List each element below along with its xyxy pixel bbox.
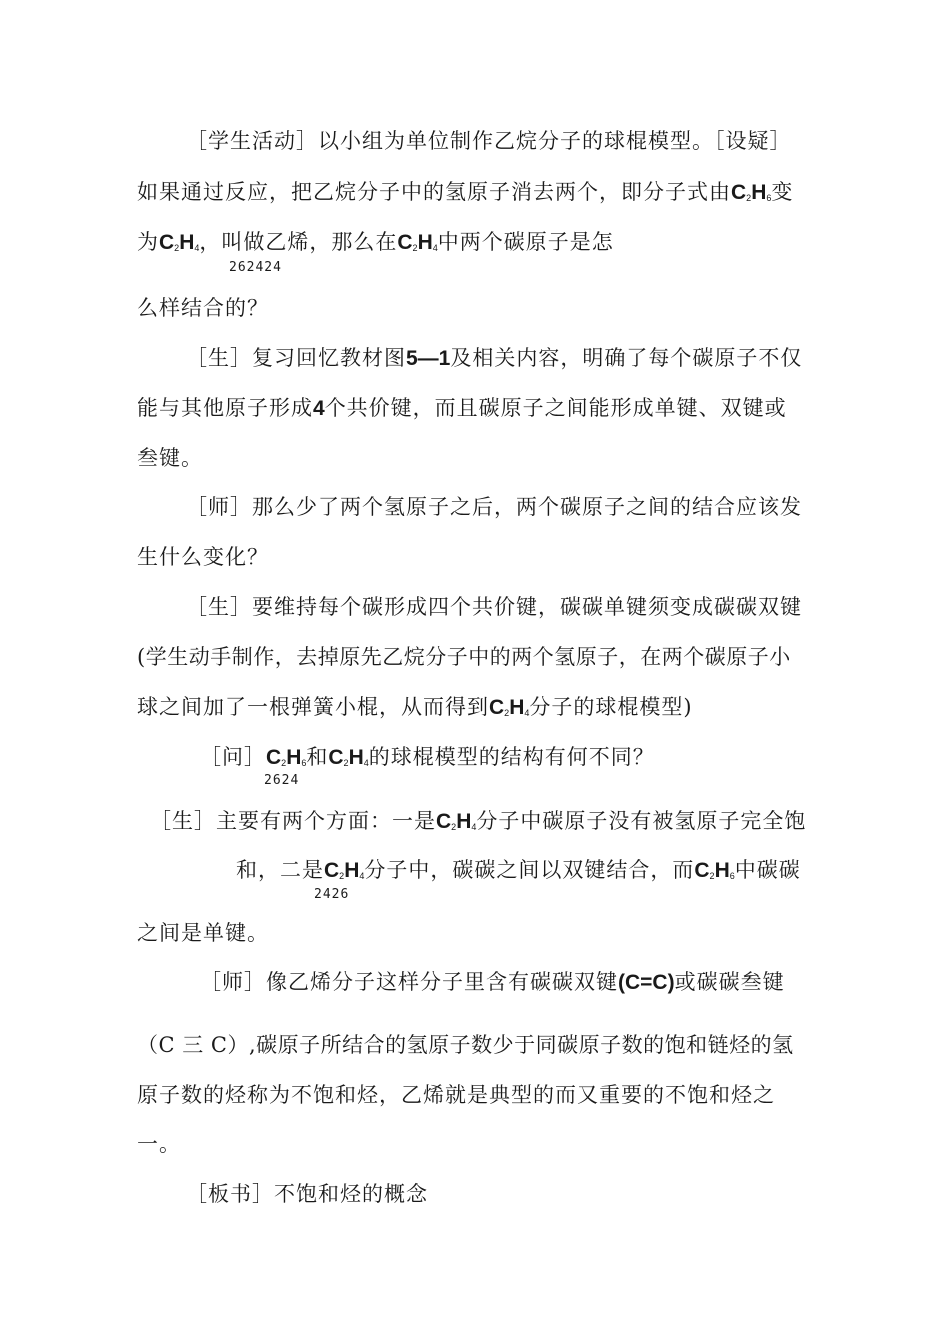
- formula-c2h4: $C_2H_4$: [489, 696, 530, 719]
- text-run: 生什么变化？: [137, 545, 269, 569]
- text-run: ［生］主要有两个方面：一是: [150, 809, 436, 833]
- paragraph-line: [137, 179, 793, 211]
- text-run: 和: [306, 745, 329, 769]
- paragraph-line: [137, 920, 269, 946]
- formula-c2h6: $C_2H_6$: [266, 746, 307, 769]
- text-run: 的球棍模型的结构有何不同？: [368, 745, 655, 769]
- text-run: 能与其他原子形成: [137, 396, 313, 420]
- text-run: ［问］: [200, 745, 266, 769]
- paragraph-line: [236, 857, 801, 889]
- text-run: ［师］像乙烯分子这样分子里含有碳碳双键: [200, 970, 618, 994]
- text-run: 么样结合的？: [137, 296, 269, 320]
- formula-c2h4: $C_2H_4$: [324, 859, 365, 882]
- paragraph-line: [200, 969, 785, 996]
- formula-c2h6: $C_2H_6$: [731, 181, 772, 204]
- text-run: 中两个碳原子是怎: [437, 230, 614, 254]
- text-run: 为: [137, 230, 159, 254]
- text-run: ［板书］不饱和烃的概念: [186, 1182, 428, 1206]
- formula-c2h4: $C_2H_4$: [436, 810, 477, 833]
- text-run: ，叫做乙烯，那么在: [199, 230, 398, 254]
- paragraph-line: [137, 395, 787, 422]
- text-run: 个共价键，而且碳原子之间能形成单键、双键或: [324, 396, 787, 420]
- text-run: 叁键。: [137, 446, 203, 470]
- paragraph-line: [186, 1181, 428, 1207]
- text-run: 及相关内容，明确了每个碳原子不仅: [450, 346, 803, 370]
- paragraph-line: [186, 345, 802, 372]
- text-run: 原子数的烃称为不饱和烃，乙烯就是典型的而又重要的不饱和烃之: [137, 1083, 775, 1107]
- paragraph-line: [137, 1032, 794, 1058]
- subscript-residue: 2624: [264, 773, 300, 788]
- paragraph-line: [137, 445, 203, 471]
- paragraph-line: [137, 1131, 181, 1157]
- paragraph-line: [150, 808, 806, 840]
- text-run: 球之间加了一根弹簧小棍，从而得到: [137, 695, 489, 719]
- text-run: 变: [771, 180, 794, 204]
- text-run: 之间是单键。: [137, 921, 269, 945]
- formula-c2h4: $C_2H_4$: [159, 231, 200, 254]
- text-run: 中碳碳: [734, 858, 801, 882]
- text-run: ,碳原子所结合的氢原子数少于同碳原子数的饱和链烃的氢: [249, 1033, 794, 1057]
- text-run: （C 三 C）: [137, 1033, 249, 1057]
- text-run: ［生］要维持每个碳形成四个共价键，碳碳单键须变成碳碳双键: [186, 595, 802, 619]
- paragraph-line: [186, 494, 802, 520]
- text-run: 和，二是: [236, 858, 324, 882]
- paragraph-line: [137, 1082, 775, 1108]
- text-run: (学生动手制作，去掉原先乙烷分子中的两个氢原子，在两个碳原子小: [137, 645, 791, 669]
- formula-c2h4: $C_2H_4$: [397, 231, 438, 254]
- text-run: 分子中，碳碳之间以双键结合，而: [364, 858, 695, 882]
- subscript-residue: 2426: [314, 887, 350, 902]
- paragraph-line: [137, 229, 614, 261]
- text-run: 或碳碳叁键: [674, 970, 785, 994]
- text-run: 分子的球棍模型): [529, 695, 693, 719]
- paragraph-line: [186, 594, 802, 620]
- text-run: (C=C): [618, 971, 675, 994]
- formula-c2h4: $C_2H_4$: [328, 746, 369, 769]
- formula-c2h6: $C_2H_6$: [694, 859, 735, 882]
- text-run: 4: [313, 397, 325, 420]
- subscript-residue: 262424: [229, 260, 282, 275]
- text-run: 如果通过反应，把乙烷分子中的氢原子消去两个，即分子式由: [137, 180, 731, 204]
- text-run: ［学生活动］以小组为单位制作乙烷分子的球棍模型。［设疑］: [186, 129, 792, 153]
- paragraph-line: [200, 744, 655, 776]
- text-run: ［生］复习回忆教材图: [186, 346, 406, 370]
- text-run: ［师］那么少了两个氢原子之后，两个碳原子之间的结合应该发: [186, 495, 802, 519]
- text-run: 一。: [137, 1132, 181, 1156]
- paragraph-line: [137, 644, 791, 670]
- text-run: 分子中碳原子没有被氢原子完全饱: [476, 809, 807, 833]
- paragraph-line: [137, 544, 269, 570]
- paragraph-line: [137, 694, 693, 726]
- text-run: 5—1: [406, 347, 451, 370]
- paragraph-line: [137, 295, 269, 321]
- paragraph-line: [186, 128, 792, 154]
